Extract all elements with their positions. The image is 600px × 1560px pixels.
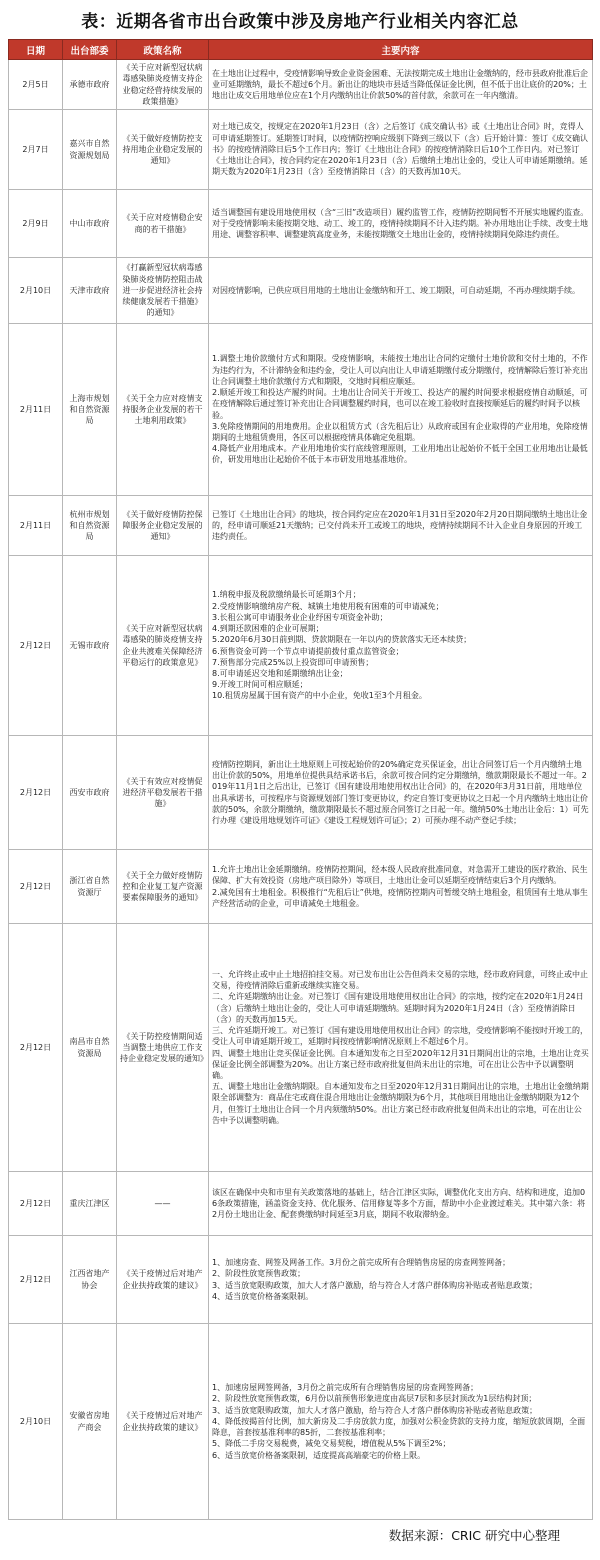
content-paragraph: 6.预售资金可跨一个节点申请提前拨付重点监管资金； bbox=[212, 646, 404, 656]
row-policy-name: 《关于应对新型冠状病毒感染肺炎疫情支持企业稳定经营持续发展的政策措施》 bbox=[117, 60, 209, 110]
content-paragraph: 一、允许终止或中止土地招拍挂交易。对已发布出让公告但尚未交易的宗地，经市政府同意，可终止或中止交易，待疫情消除后重新或继续实施交易。 bbox=[212, 970, 588, 991]
content-paragraph: 5.2020年6月30日前到期、贷款期限在一年以内的贷款落实无还本续贷； bbox=[212, 635, 472, 645]
row-content bbox=[209, 324, 593, 496]
row-date: 2月12日 bbox=[9, 736, 63, 850]
row-department: 无锡市政府 bbox=[63, 556, 117, 736]
content-paragraph: 已签订《土地出让合同》的地块，按合同约定应在2020年1月31日至2020年2月20日期间缴纳土地出让金的，经申请可顺延21天缴纳；已交付尚未开工或竣工的地块，疫情持续期间不计入企业自身原因的开竣工违约责任。 bbox=[212, 509, 588, 542]
row-department: 西安市政府 bbox=[63, 736, 117, 850]
content-paragraph: 10.租赁房屋属于国有资产的中小企业，免收1至3个月租金。 bbox=[212, 691, 427, 701]
policy-table bbox=[8, 39, 593, 1520]
content-paragraph: 在土地出让过程中，受疫情影响导致企业资金困难、无法按期完成土地出让金缴纳的，经市县政府批准后企业可延期缴纳，最长不超过6个月。新出让的地块市县适当降低保证金比例，但不低于出让底价的20%；土地出让成交后用地单位应在1个月内缴纳出让价款50%的首付款，余款可在一年内缴清。 bbox=[212, 68, 588, 101]
table-row bbox=[9, 190, 593, 258]
row-policy-name: 《关于有效应对疫情促进经济平稳发展若干措施》 bbox=[117, 736, 209, 850]
content-paragraph: 疫情防控期间，新出让土地原则上可按起始价的20%确定竞买保证金，出让合同签订后一个月内缴纳土地出让价款的50%，用地单位提供具结承诺书后，余款可按合同约定分期缴纳，缴款期限最长不超过一年。2019年11月1日之后出让，已签订《国有建设用地使用权出让合同》的，在2020年3月31日前，用地单位出具承诺书，可按程序与资源规划部门签订变更协议，约定自签订变更协议之日起一个月内缴纳土地出让价款的50%，余款分期缴纳，缴款期限最长不超过原合同签订之日起一年。缴纳50%土地出让金后：1）可先行办理《建设用地规划许可证》《建设工程规划许可证》；2）可预办理不动产登记手续； bbox=[212, 759, 589, 825]
content-paragraph: 1.纳税申报及税款缴纳最长可延期3个月； bbox=[212, 590, 361, 600]
row-department: 嘉兴市自然资源规划局 bbox=[63, 110, 117, 190]
content-paragraph: 2.顺延开竣工和投达产履约时间。土地出让合同关于开竣工、投达产的履约时间要求根据疫情自动顺延，可在疫情解除后通过签订补充出让合同调整履约时间，也可以在竣工验收时直接按顺延后的履约时间予以核验。 bbox=[212, 388, 588, 420]
row-content bbox=[209, 1324, 593, 1520]
table-row bbox=[9, 258, 593, 324]
content-paragraph: 4、适当放宽价格备案限制。 bbox=[212, 1291, 314, 1301]
content-paragraph: 四、调整土地出让竞买保证金比例。自本通知发布之日至2020年12月31日期间出让的宗地，土地出让竞买保证金比例全部调整为20%。出让方案已经市政府批复但尚未出让的宗地，可在出让公告中予以调整明确。 bbox=[212, 1048, 589, 1080]
header-content: 主要内容 bbox=[209, 40, 593, 60]
content-paragraph: 1、加速房查、网签及网备工作。3月份之前完成所有合理销售房屋的房查网签网备； bbox=[212, 1258, 511, 1268]
table-row bbox=[9, 60, 593, 110]
content-paragraph: 9.开竣工时间可相应顺延； bbox=[212, 680, 308, 690]
row-department: 承德市政府 bbox=[63, 60, 117, 110]
row-date: 2月11日 bbox=[9, 496, 63, 556]
content-paragraph: 4.到期还款困难的企业可展期； bbox=[212, 624, 324, 634]
row-content bbox=[209, 110, 593, 190]
row-policy-name: 《关于做好疫情防控支持用地企业稳定发展的通知》 bbox=[117, 110, 209, 190]
row-department: 重庆江津区 bbox=[63, 1172, 117, 1236]
content-paragraph: 2、阶段性放宽预售政策，6月份以前预售形象进度由高层7层和多层封顶改为1层结构封顶； bbox=[212, 1394, 537, 1404]
content-paragraph: 对土地已成交，按规定在2020年1月23日（含）之后签订《成交确认书》或《土地出让合同》时，竞得人可申请延期签订。延期签订时间，以疫情防控响应级别下降到三级以下（含）后开始计算：签订《成交确认书》的按疫情消除日后5个工作日内；签订《土地出让合同》的按疫情消除日后10个工作日内。对已签订《土地出让合同》，按合同约定在2020年1月23日（含）后缴纳土地出让金的，受让人可申请延期缴纳。延期天数为2020年1月23日（含）至疫情消除日（含）的天数再加10天。 bbox=[212, 122, 588, 177]
row-policy-name: 《关于疫情过后对地产企业扶持政策的建议》 bbox=[117, 1324, 209, 1520]
table-row bbox=[9, 110, 593, 190]
row-date: 2月5日 bbox=[9, 60, 63, 110]
row-policy-name: 《打赢新型冠状病毒感染肺炎疫情防控阻击战进一步促进经济社会持续健康发展若干措施》的通知》 bbox=[117, 258, 209, 324]
row-date: 2月10日 bbox=[9, 1324, 63, 1520]
row-policy-name: —— bbox=[117, 1172, 209, 1236]
content-paragraph: 适当调整国有建设用地使用权（含“三旧”改造项目）履约监管工作，疫情防控期间暂不开展实地履约监查。对于受疫情影响未能按期交地、动工、竣工的，疫情持续期间不计入违约期。补办用地出让手续、改变土地用途、调整容积率、调整建筑高度业务，未能按期缴交土地出让金的，疫情持续期间免除违约责任。 bbox=[212, 207, 589, 240]
content-paragraph: 3.免除疫情期间的用地费用。企业以租赁方式（含先租后让）从政府或国有企业取得的产业用地，免除疫情期间的土地租赁费用，各区可以根据疫情具体确定免租期。 bbox=[212, 421, 588, 442]
row-date: 2月12日 bbox=[9, 1172, 63, 1236]
row-date: 2月12日 bbox=[9, 850, 63, 924]
table-row bbox=[9, 736, 593, 850]
row-department: 江西省地产协会 bbox=[63, 1236, 117, 1324]
row-content bbox=[209, 736, 593, 850]
table-header-row bbox=[9, 40, 593, 60]
content-paragraph: 3、适当放宽限购政策，加大人才落户激励，给与符合人才落户群体购房补贴或者贴息政策； bbox=[212, 1280, 538, 1290]
table-row bbox=[9, 556, 593, 736]
table-row bbox=[9, 850, 593, 924]
row-department: 浙江省自然资源厅 bbox=[63, 850, 117, 924]
source-note: 数据来源：CRIC 研究中心整理 bbox=[388, 1528, 560, 1543]
row-department: 中山市政府 bbox=[63, 190, 117, 258]
row-department: 杭州市规划和自然资源局 bbox=[63, 496, 117, 556]
row-department: 安徽省房地产商会 bbox=[63, 1324, 117, 1520]
row-policy-name: 《关于疫情过后对地产企业扶持政策的建议》 bbox=[117, 1236, 209, 1324]
row-content bbox=[209, 1236, 593, 1324]
content-paragraph: 三、允许延期开竣工。对已签订《国有建设用地使用权出让合同》的宗地，受疫情影响不能按时开竣工的，受让人可申请延期开竣工，延期时间按疫情影响情况原则上不超过6个月。 bbox=[212, 1026, 588, 1047]
table-row bbox=[9, 496, 593, 556]
content-paragraph: 2.受疫情影响缴纳房产税、城镇土地使用税有困难的可申请减免； bbox=[212, 601, 444, 611]
header-policy-name: 政策名称 bbox=[117, 40, 209, 60]
row-date: 2月9日 bbox=[9, 190, 63, 258]
content-paragraph: 1.调整土地价款缴付方式和期限。受疫情影响，未能按土地出让合同约定缴付土地价款和交付土地的，不作为违约行为，不计滞纳金和违约金，受让人可以向出让人申请延期缴付或分期缴付，疫情解除后签订补充出让合同调整土地价款缴付方式和期限，交地时间相应顺延。 bbox=[212, 354, 588, 386]
content-paragraph: 4.降低产业用地成本。产业用地地价实行底线管理原则，工业用地出让起始价不低于全国工业用地出让最低价，研发用地出让起始价不低于本市研发用地基准地价。 bbox=[212, 444, 588, 465]
content-paragraph: 1.允许土地出让金延期缴纳。疫情防控期间，经本级人民政府批准同意，对急需开工建设的医疗救治、民生保障、扩大有效投资（房地产项目除外）等项目，土地出让金可以延期至疫情结束后3个月内缴纳。 bbox=[212, 865, 588, 886]
row-department: 天津市政府 bbox=[63, 258, 117, 324]
content-paragraph: 1、加速房屋网签网备，3月份之前完成所有合理销售房屋的房查网签网备； bbox=[212, 1383, 479, 1393]
content-paragraph: 五、调整土地出让金缴纳期限。自本通知发布之日至2020年12月31日期间出让的宗地，土地出让金缴纳期限全部调整为：商品住宅或商住混合用地出让金缴纳期限为6个月，其他项目用地出让金缴纳期限为12个月，但签订土地出让合同一个月内须缴纳50%。出让方案已经市政府批复但尚未出让的宗地，可在出让公告中予以调整明确。 bbox=[212, 1082, 589, 1125]
row-policy-name: 《关于应对新型冠状病毒感染的肺炎疫情支持企业共渡难关保障经济平稳运行的政策意见》 bbox=[117, 556, 209, 736]
content-paragraph: 二、允许延期缴纳出让金。对已签订《国有建设用地使用权出让合同》的宗地，按约定在2020年1月24日（含）后缴纳土地出让金的，受让人可申请延期缴纳。延期时间为2020年1月24日（含）至疫情消除日（含）的天数再加15天。 bbox=[212, 992, 584, 1024]
row-content bbox=[209, 1172, 593, 1236]
content-paragraph: 5、降低二手房交易税费，减免交易契税，增值税从5%下调至2%； bbox=[212, 1439, 451, 1449]
row-date: 2月12日 bbox=[9, 556, 63, 736]
row-policy-name: 《关于全力做好疫情防控和企业复工复产资源要素保障服务的通知》 bbox=[117, 850, 209, 924]
header-dept: 出台部委 bbox=[63, 40, 117, 60]
content-paragraph: 对因疫情影响，已供应项目用地的土地出让金缴纳和开工、竣工期限，可自动延期，不再办理续期手续。 bbox=[212, 285, 580, 295]
content-paragraph: 该区在确保中央和市里有关政策落地的基础上，结合江津区实际，调整优化支出方向、结构和进度，追加06条政策措施，涵盖资金支持、优化服务、信用修复等多个方面，帮助中小企业渡过难关。其中第六条：将2月份土地出让金、配套费缴纳时间延至3月底，期间不收取滞纳金。 bbox=[212, 1187, 586, 1220]
content-paragraph: 8.可申请延迟交地和延期缴纳出让金； bbox=[212, 668, 348, 678]
row-policy-name: 《关于做好疫情防控保障服务企业稳定发展的通知》 bbox=[117, 496, 209, 556]
row-date: 2月10日 bbox=[9, 258, 63, 324]
row-department: 上海市规划和自然资源局 bbox=[63, 324, 117, 496]
table-row bbox=[9, 324, 593, 496]
table-body bbox=[9, 60, 593, 1520]
row-date: 2月7日 bbox=[9, 110, 63, 190]
table-row bbox=[9, 1172, 593, 1236]
row-content bbox=[209, 924, 593, 1172]
row-department: 南昌市自然资源局 bbox=[63, 924, 117, 1172]
row-policy-name: 《关于防控疫情期间适当调整土地供应工作支持企业稳定发展的通知》 bbox=[117, 924, 209, 1172]
table-row bbox=[9, 924, 593, 1172]
content-paragraph: 3、适当放宽限购政策，加大人才落户激励，给与符合人才落户群体购房补贴或者贴息政策； bbox=[212, 1405, 538, 1415]
row-policy-name: 《关于应对疫情稳企安商的若干措施》 bbox=[117, 190, 209, 258]
header-date: 日期 bbox=[9, 40, 63, 60]
table-row bbox=[9, 1236, 593, 1324]
row-content bbox=[209, 190, 593, 258]
row-content bbox=[209, 496, 593, 556]
row-content bbox=[209, 60, 593, 110]
content-paragraph: 2.减免国有土地租金。积极推行“先租后让”供地，疫情防控期内可暂缓交纳土地租金，租赁国有土地从事生产经营活动的企业，可申请减免土地租金。 bbox=[212, 887, 588, 908]
table-row bbox=[9, 1324, 593, 1520]
table-title: 表：近期各省市出台政策中涉及房地产行业相关内容汇总 bbox=[81, 11, 519, 32]
content-paragraph: 2、阶段性放宽预售政策； bbox=[212, 1269, 306, 1279]
content-paragraph: 3.长租公寓可申请服务业企业纾困专项资金补助； bbox=[212, 612, 388, 622]
row-content bbox=[209, 258, 593, 324]
content-paragraph: 7.预售部分完成25%以上投资即可申请预售； bbox=[212, 657, 374, 667]
row-date: 2月12日 bbox=[9, 1236, 63, 1324]
content-paragraph: 6、适当放宽价格备案限制，适度提高高端豪宅的价格上限。 bbox=[212, 1450, 426, 1460]
row-date: 2月11日 bbox=[9, 324, 63, 496]
row-content bbox=[209, 850, 593, 924]
content-paragraph: 4、降低按揭首付比例，加大新房及二手房放款力度，加强对公积金贷款的支持力度，缩短放款周期，全面降息，首套按基准利率的85折，二套按基准利率； bbox=[212, 1416, 586, 1438]
row-policy-name: 《关于全力应对疫情支持服务企业发展的若干土地利用政策》 bbox=[117, 324, 209, 496]
row-date: 2月12日 bbox=[9, 924, 63, 1172]
row-content bbox=[209, 556, 593, 736]
